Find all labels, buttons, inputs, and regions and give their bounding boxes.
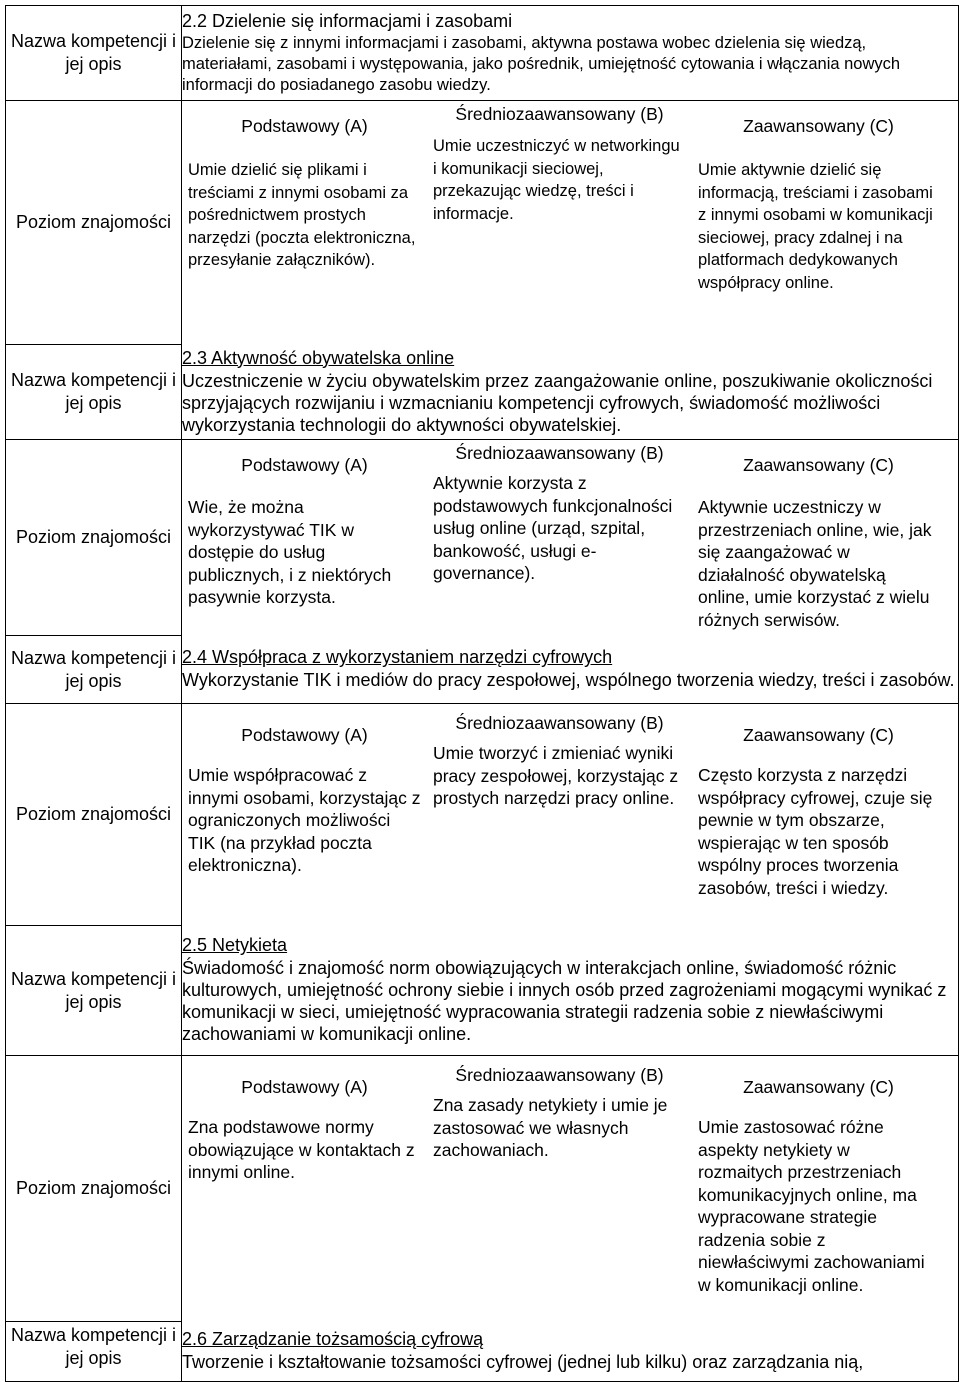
name-label: Nazwa kompetencji i jej opis [6, 926, 182, 1056]
level-a-text: Umie współpracować z innymi osobami, korzystając z ograniczonych możliwości TIK (na przykład poczta elektroniczna). [188, 765, 421, 875]
level-b-header: Średniozaawansowany (B) [455, 713, 664, 733]
section-2-6-name-row [6, 1322, 959, 1382]
name-label: Nazwa kompetencji i jej opis [6, 6, 182, 101]
competence-table-2 [5, 1055, 959, 1382]
section-2-2-levels [182, 101, 959, 345]
section-title: 2.3 Aktywność obywatelska online [182, 347, 455, 368]
level-b-text: Umie tworzyć i zmieniać wyniki pracy zespołowej, korzystając z prostych narzędzi pracy online. [433, 743, 679, 808]
section-2-5-name-cell [182, 926, 959, 1056]
section-title: 2.4 Współpraca z wykorzystaniem narzędzi cyfrowych [182, 647, 613, 668]
level-c-header: Zaawansowany (C) [743, 455, 894, 475]
section-2-2-name-cell [182, 6, 959, 101]
section-description: Tworzenie i kształtowanie tożsamości cyfrowej (jednej lub kilku) oraz zarządzania nią, [182, 1352, 864, 1373]
section-2-6-name-cell [182, 1322, 959, 1382]
section-2-3-name-cell [182, 345, 959, 440]
section-2-3-level-row [6, 440, 959, 636]
level-b-header: Średniozaawansowany (B) [455, 1065, 664, 1085]
section-description: Świadomość i znajomość norm obowiązujących w interakcjach online, świadomość różnic kulturowych, umiejętność ochrony siebie i innych osób przed zagrożeniami mogącymi wynikać z komunikacji w sieci, umiejętność wypracowania strategii radzenia sobie z niewłaściwymi zachowaniami w komunikacji online. [182, 958, 947, 1045]
section-description: Wykorzystanie TIK i mediów do pracy zespołowej, wspólnego tworzenia wiedzy, treści i zasobów. [182, 670, 955, 691]
level-a-text: Umie dzielić się plikami i treściami z innymi osobami za pośrednictwem prostych narzędzi (poczta elektroniczna, przesyłanie załączników). [188, 161, 416, 269]
section-title: 2.5 Netykieta [182, 935, 288, 956]
level-c-header: Zaawansowany (C) [743, 116, 894, 136]
level-b-header: Średniozaawansowany (B) [455, 443, 664, 463]
level-label: Poziom znajomości [6, 101, 182, 345]
level-c-header: Zaawansowany (C) [743, 1077, 894, 1097]
level-c-text: Często korzysta z narzędzi współpracy cyfrowej, czuje się pewnie w tym obszarze, wspierając w ten sposób wspólny proces tworzenia zasobów, treści i wiedzy. [698, 765, 933, 898]
section-title: 2.2 Dzielenie się informacjami i zasobami [182, 10, 513, 31]
level-b-text: Umie uczestniczyć w networkingu i komunikacji sieciowej, przekazując wiedzę, treści i informacje. [433, 137, 680, 223]
level-label: Poziom znajomości [6, 440, 182, 636]
level-a-text: Wie, że można wykorzystywać TIK w dostępie do usług publicznych, i z niektórych pasywnie korzysta. [188, 497, 392, 607]
level-b-text: Aktywnie korzysta z podstawowych funkcjonalności usług online (urząd, szpital, bankowość, usługi e-governance). [433, 473, 673, 583]
section-2-4-levels [182, 704, 959, 926]
section-2-5-name-row [6, 926, 959, 1056]
level-label: Poziom znajomości [6, 1056, 182, 1322]
level-c-text: Umie zastosować różne aspekty netykiety w rozmaitych przestrzeniach komunikacyjnych online, ma wypracowane strategie radzenia sobie z niewłaściwymi zachowaniami w komunikacji online. [698, 1117, 925, 1295]
competence-table-1 [5, 5, 959, 1056]
level-a-header: Podstawowy (A) [241, 725, 368, 745]
section-description: Uczestniczenie w życiu obywatelskim przez zaangażowanie online, poszukiwanie okoliczności sprzyjających rozwijaniu i wzmacnianiu kompetencji cyfrowych, świadomość możliwości wykorzystania technologii do aktywności obywatelskiej. [182, 370, 933, 435]
level-c-text: Aktywnie uczestniczy w przestrzeniach online, wie, jak się zaangażować w działalność obywatelską online, umie korzystać z wielu różnych serwisów. [698, 497, 932, 630]
level-a-header: Podstawowy (A) [241, 455, 368, 475]
level-b-text: Zna zasady netykiety i umie je zastosować we własnych zachowaniach. [433, 1095, 668, 1160]
level-a-text: Zna podstawowe normy obowiązujące w kontaktach z innymi online. [188, 1117, 415, 1182]
section-2-4-level-row [6, 704, 959, 926]
section-description: Dzielenie się z innymi informacjami i zasobami, aktywna postawa wobec dzielenia się wiedzą, materiałami, zasobami i występowania, jako pośrednik, umiejętność cytowania i włączania nowych informacji do posiadanego zasobu wiedzy. [182, 33, 901, 94]
name-label: Nazwa kompetencji i jej opis [6, 636, 182, 704]
level-c-text: Umie aktywnie dzielić się informacją, treściami i zasobami z innymi osobami w komunikacji sieciowej, pracy zdalnej i na platformach dedykowanych współpracy online. [698, 161, 933, 292]
level-c-header: Zaawansowany (C) [743, 725, 894, 745]
section-2-5-level-row [6, 1056, 959, 1322]
level-a-header: Podstawowy (A) [241, 116, 368, 136]
section-2-4-name-cell [182, 636, 959, 704]
level-a-header: Podstawowy (A) [241, 1077, 368, 1097]
section-2-3-name-row [6, 345, 959, 440]
section-2-2-level-row [6, 101, 959, 345]
name-label: Nazwa kompetencji i jej opis [6, 1322, 182, 1382]
section-2-2-name-row [6, 6, 959, 101]
section-2-5-levels [182, 1056, 959, 1322]
level-b-header: Średniozaawansowany (B) [455, 104, 664, 124]
section-title: 2.6 Zarządzanie tożsamością cyfrową [182, 1329, 484, 1350]
section-2-3-levels [182, 440, 959, 636]
level-label: Poziom znajomości [6, 704, 182, 926]
name-label: Nazwa kompetencji i jej opis [6, 345, 182, 440]
section-2-4-name-row [6, 636, 959, 704]
